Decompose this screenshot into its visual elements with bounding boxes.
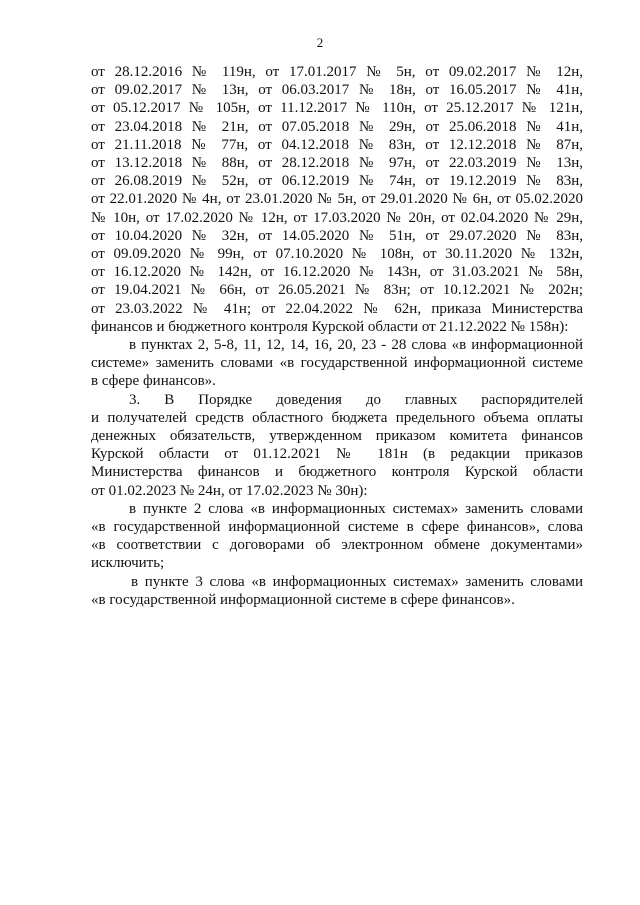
text-line: «в соответствии с договорами об электронном обмене документами» — [91, 537, 583, 554]
text-line: от 23.03.2022 № 41н; от 22.04.2022 № 62н, приказа Министерства — [91, 300, 583, 317]
text-line: «в государственной информационной системе в сфере финансов», слова — [91, 519, 583, 536]
text-line: от 28.12.2016 № 119н, от 17.01.2017 № 5н, от 09.02.2017 № 12н, — [91, 64, 583, 80]
text-line: в сфере финансов». — [91, 373, 216, 390]
text-line: Министерства финансов и бюджетного контроля Курской области — [91, 464, 583, 481]
text-line: от 26.08.2019 № 52н, от 06.12.2019 № 74н, от 19.12.2019 № 83н, — [91, 173, 583, 190]
text-line: от 21.11.2018 № 77н, от 04.12.2018 № 83н, от 12.12.2018 № 87н, — [91, 136, 583, 153]
text-line: в пункте 2 слова «в информационных системах» заменить словами — [129, 500, 583, 517]
text-line: от 10.04.2020 № 32н, от 14.05.2020 № 51н, от 29.07.2020 № 83н, — [91, 227, 583, 244]
paragraph-item-3 — [91, 391, 583, 500]
text-line: от 13.12.2018 № 88н, от 28.12.2018 № 97н, от 22.03.2019 № 13н, — [91, 155, 583, 172]
text-line: исключить; — [91, 555, 165, 572]
text-line: в пунктах 2, 5-8, 11, 12, 14, 16, 20, 23 - 28 слова «в информационной — [129, 337, 583, 354]
text-line: от 01.02.2023 № 24н, от 17.02.2023 № 30н): — [91, 482, 368, 499]
text-line: финансов и бюджетного контроля Курской области от 21.12.2022 № 158н): — [91, 318, 569, 335]
text-line: от 22.01.2020 № 4н, от 23.01.2020 № 5н, от 29.01.2020 № 6н, от 05.02.2020 — [91, 191, 583, 208]
text-line: «в государственной информационной системе в сфере финансов». — [91, 591, 515, 608]
text-line: 3. В Порядке доведения до главных распорядителей — [129, 391, 583, 408]
paragraph-order-list — [91, 63, 583, 336]
text-line: от 19.04.2021 № 66н, от 26.05.2021 № 83н; от 10.12.2021 № 202н; — [91, 282, 583, 299]
text-line: № 10н, от 17.02.2020 № 12н, от 17.03.2020 № 20н, от 02.04.2020 № 29н, — [91, 209, 583, 226]
paragraph-replace-words — [91, 336, 583, 391]
text-line: от 09.09.2020 № 99н, от 07.10.2020 № 108н, от 30.11.2020 № 132н, — [91, 246, 583, 263]
text-line: от 05.12.2017 № 105н, от 11.12.2017 № 110н, от 25.12.2017 № 121н, — [91, 100, 583, 117]
text-line: от 09.02.2017 № 13н, от 06.03.2017 № 18н, от 16.05.2017 № 41н, — [91, 82, 583, 99]
paragraph-point-2 — [91, 500, 583, 573]
text-line: системе» заменить словами «в государственной информационной системе — [91, 355, 583, 372]
page-number: 2 — [316, 35, 324, 50]
text-line: в пункте 3 слова «в информационных системах» заменить словами — [131, 573, 583, 590]
paragraph-point-3 — [91, 573, 583, 609]
text-line: денежных обязательств, утвержденном приказом комитета финансов — [91, 428, 583, 445]
document-body — [91, 63, 583, 609]
text-line: Курской области от 01.12.2021 № 181н (в редакции приказов — [91, 446, 583, 463]
text-line: от 23.04.2018 № 21н, от 07.05.2018 № 29н, от 25.06.2018 № 41н, — [91, 118, 583, 135]
text-line: и получателей средств областного бюджета предельного объема оплаты — [91, 409, 583, 426]
text-line: от 16.12.2020 № 142н, от 16.12.2020 № 143н, от 31.03.2021 № 58н, — [91, 264, 583, 281]
